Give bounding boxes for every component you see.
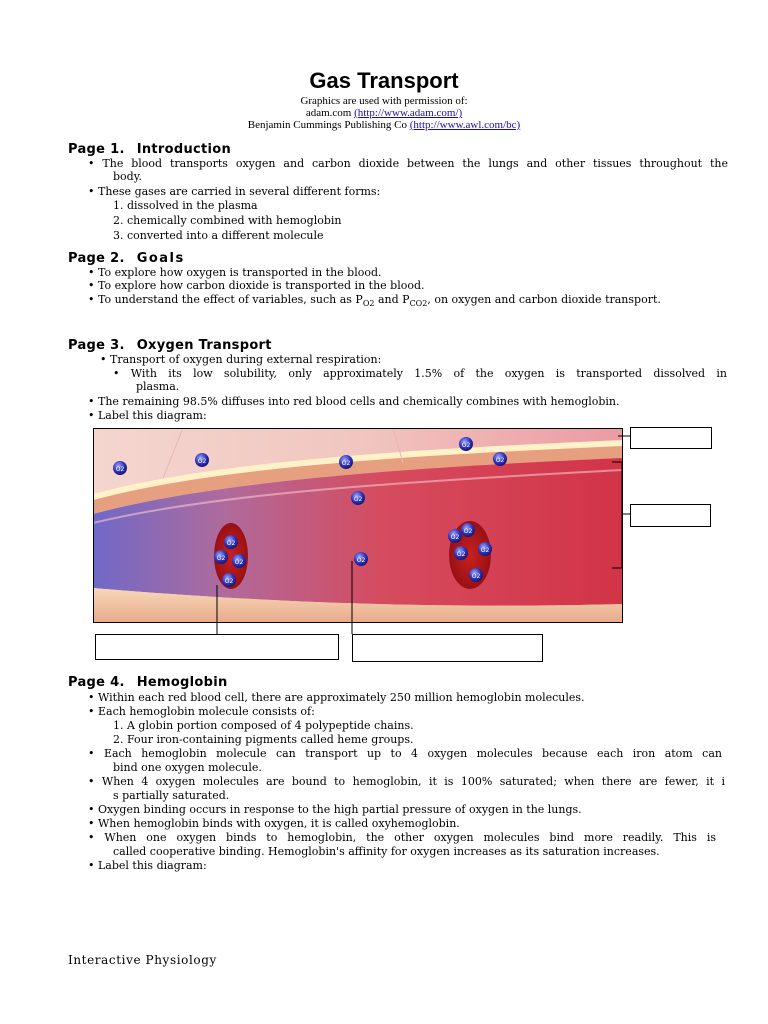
svg-text:O2: O2 [463, 528, 473, 535]
page4-line: • When 4 oxygen molecules are bound to hemoglobin, it is 100% saturated; when there are fewer, it i [88, 775, 725, 788]
credit-adam: adam.com [305, 107, 352, 119]
page4-line: s partially saturated. [113, 789, 230, 802]
bracket-right [612, 462, 622, 568]
svg-text:O2: O2 [461, 442, 471, 449]
svg-text:O2: O2 [450, 534, 460, 541]
page3-sub-bullet-a: • With its low solubility, only approximately 1.5% of the oxygen is transported dissolved in [113, 367, 727, 380]
page1-item-1: 1. dissolved in the plasma [113, 199, 258, 212]
page2-number: Page 2. [68, 251, 125, 266]
page2-bullet-1: • To explore how oxygen is transported in the blood. [88, 266, 382, 279]
page4-number: Page 4. [68, 675, 125, 690]
awl-link[interactable]: (http://www.awl.com/bc) [409, 119, 521, 131]
svg-text:O2: O2 [216, 555, 226, 562]
page1-title: Introduction [136, 142, 232, 157]
page4-line: • When hemoglobin binds with oxygen, it is called oxyhemoglobin. [88, 817, 460, 830]
page1-bullet-1a: • The blood transports oxygen and carbon dioxide between the lungs and other tissues throughout the [88, 157, 728, 170]
svg-text:O2: O2 [197, 458, 207, 465]
label-box-top-right[interactable] [630, 427, 712, 449]
pco2-subscript: CO2 [409, 299, 428, 308]
page4-line: • Oxygen binding occurs in response to the high partial pressure of oxygen in the lungs. [88, 803, 582, 816]
page2-b3-mid: and P [374, 293, 410, 306]
svg-text:O2: O2 [115, 466, 125, 473]
page4-line: • Each hemoglobin molecule can transport up to 4 oxygen molecules because each iron atom can [88, 747, 722, 760]
page4-line: 2. Four iron-containing pigments called heme groups. [113, 733, 414, 746]
page-title: Gas Transport [309, 68, 459, 93]
page2-b3-start: • To understand the effect of variables, such as P [88, 293, 363, 306]
page1-item-2: 2. chemically combined with hemoglobin [113, 214, 342, 227]
svg-text:O2: O2 [495, 457, 505, 464]
label-box-middle-right[interactable] [630, 504, 711, 527]
adam-link[interactable]: (http://www.adam.com/) [354, 107, 463, 119]
page3-bullet-3: • Label this diagram: [88, 409, 207, 422]
page3-bullet-2: • The remaining 98.5% diffuses into red blood cells and chemically combines with hemoglobin. [88, 395, 620, 408]
page4-line: • Each hemoglobin molecule consists of: [88, 705, 315, 718]
page3-bullet-1: • Transport of oxygen during external respiration: [100, 353, 382, 366]
page4-line: • Label this diagram: [88, 859, 207, 872]
page3-number: Page 3. [68, 338, 125, 353]
page1-item-3: 3. converted into a different molecule [113, 229, 324, 242]
svg-text:O2: O2 [353, 496, 363, 503]
svg-text:O2: O2 [480, 547, 490, 554]
page2-title: Goals [136, 251, 185, 266]
po2-subscript: O2 [362, 299, 375, 308]
svg-text:O2: O2 [226, 540, 236, 547]
credit-line-1: Graphics are used with permission of: [300, 95, 468, 107]
page4-line: bind one oxygen molecule. [113, 761, 262, 774]
svg-text:O2: O2 [356, 557, 366, 564]
label-box-bottom-left[interactable] [95, 634, 339, 660]
svg-text:O2: O2 [224, 578, 234, 585]
page4-line: • Within each red blood cell, there are approximately 250 million hemoglobin molecules. [88, 691, 585, 704]
svg-text:O2: O2 [471, 573, 481, 580]
page1-number: Page 1. [68, 142, 125, 157]
page4-heading [68, 675, 228, 690]
page4-line: • When one oxygen binds to hemoglobin, the other oxygen molecules bind more readily. This is [88, 831, 716, 844]
page3-title: Oxygen Transport [136, 338, 272, 353]
svg-text:O2: O2 [341, 460, 351, 467]
svg-text:O2: O2 [234, 559, 244, 566]
page4-line: called cooperative binding. Hemoglobin's affinity for oxygen increases as its saturation increases. [113, 845, 660, 858]
page4-line: 1. A globin portion composed of 4 polypeptide chains. [113, 719, 414, 732]
page2-bullet-2: • To explore how carbon dioxide is transported in the blood. [88, 279, 425, 292]
credit-benjamin: Benjamin Cummings Publishing Co [247, 119, 407, 131]
svg-text:O2: O2 [456, 551, 466, 558]
page2-b3-end: , on oxygen and carbon dioxide transport. [427, 293, 661, 306]
label-box-bottom-center[interactable] [352, 634, 543, 662]
page1-bullet-2: • These gases are carried in several different forms: [88, 185, 381, 198]
page1-bullet-1b: body. [113, 170, 142, 183]
page4-title: Hemoglobin [136, 675, 228, 690]
footer: Interactive Physiology [68, 953, 217, 967]
page3-sub-bullet-b: plasma. [136, 380, 180, 393]
